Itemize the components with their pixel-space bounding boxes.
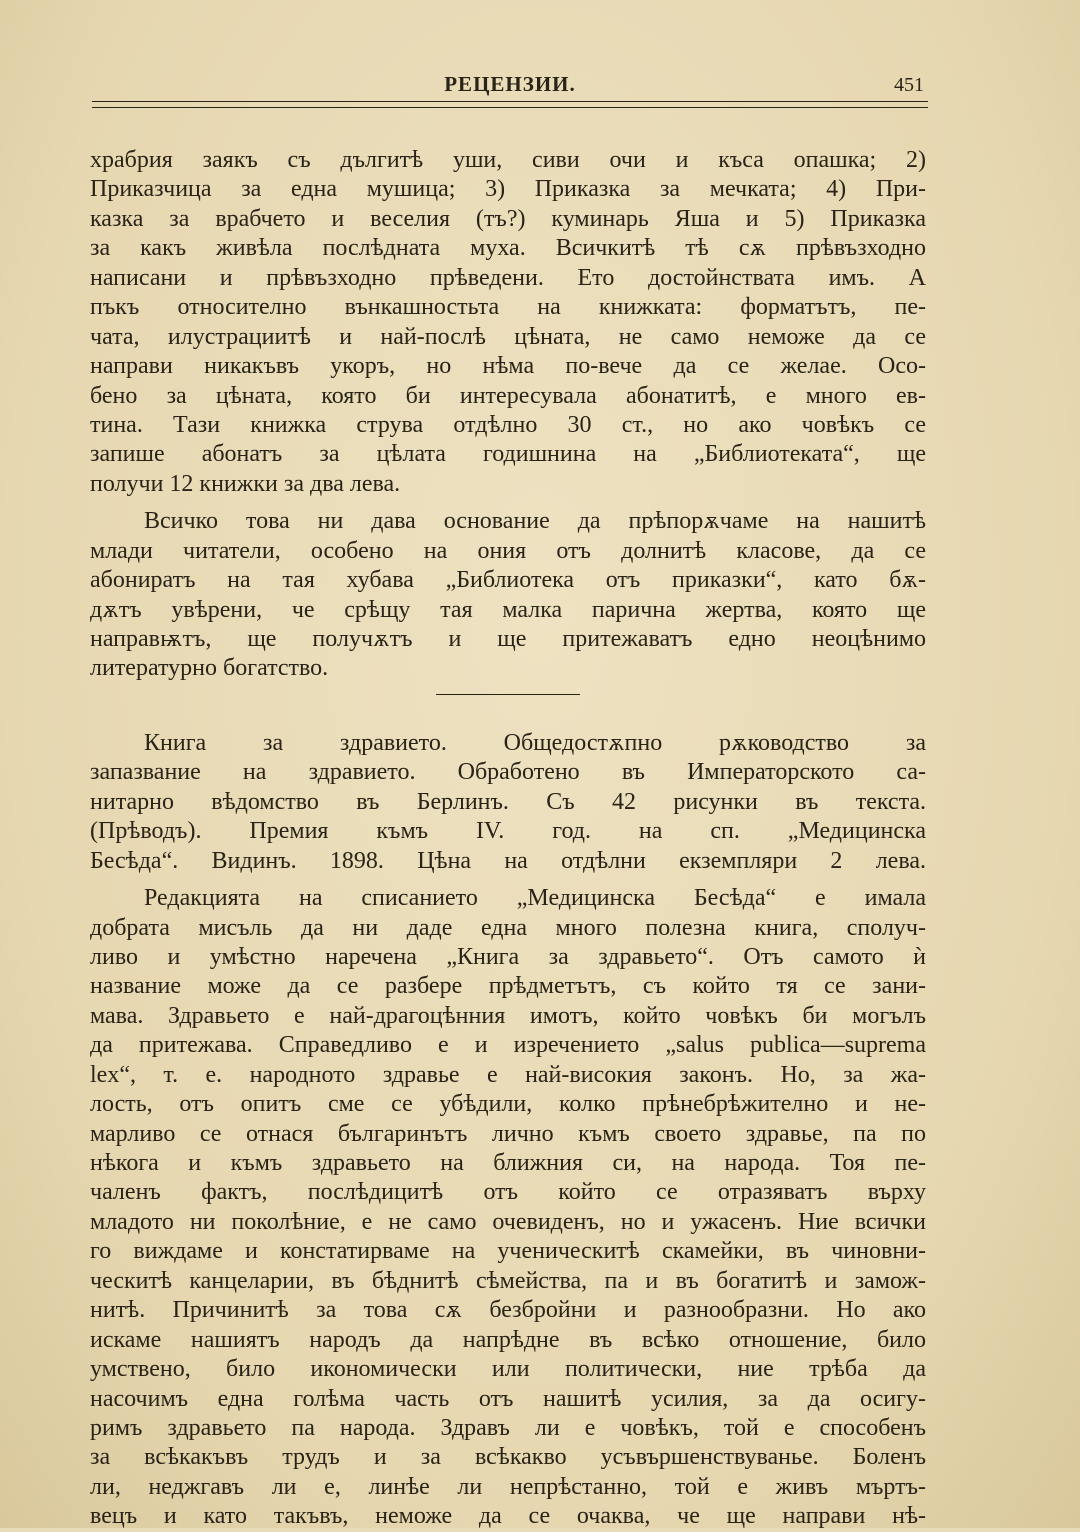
text-line: ливо и умѣстно наречена „Книга за здравьето“. Отъ самото ѝ xyxy=(90,943,926,970)
running-title: РЕЦЕНЗИИ. xyxy=(444,72,576,96)
text-line: тина. Тази книжка струва отдѣлно 30 ст., но ако човѣкъ се xyxy=(90,411,926,438)
text-line: го виждаме и констатирваме на ученическитѣ скамейки, въ чиновни- xyxy=(90,1238,926,1265)
text-line: направѭтъ, ще получѫтъ и ще притежаватъ едно неоцѣнимо xyxy=(90,626,926,652)
text-line: за какъ живѣла послѣдната муха. Всичкитѣ тѣ сѫ прѣвъзходно xyxy=(90,235,926,262)
review-2-heading xyxy=(90,729,926,876)
text-line: получи 12 книжки за два лева. xyxy=(90,470,401,497)
text-line: искаме нашиятъ народъ да напрѣдне въ всѣко отношение, било xyxy=(90,1326,926,1353)
text-line: lex“, т. е. народното здравье е най-високия законъ. Но, за жа- xyxy=(90,1061,926,1088)
text-line: вецъ и като такъвъ, неможе да се очаква, че ще направи нѣ- xyxy=(90,1503,926,1530)
page-number: 451 xyxy=(894,74,924,96)
text-line: Бесѣда“. Видинъ. 1898. Цѣна на отдѣлни екземпляри 2 лева. xyxy=(90,847,926,874)
text-line: римъ здравьето па народа. Здравъ ли е човѣкъ, той е способенъ xyxy=(90,1414,926,1441)
text-line: название може да се разбере прѣдметътъ, съ който тя се зани- xyxy=(90,973,926,1000)
text-line: нитѣ. Причинитѣ за това сѫ безбройни и разнообразни. Но ако xyxy=(90,1297,926,1324)
text-line: абониратъ на тая хубава „Библиотека отъ приказки“, като бѫ- xyxy=(90,567,926,594)
text-line: за всѣкакъвъ трудъ и за всѣкакво усъвършенствуванье. Боленъ xyxy=(90,1444,926,1471)
text-line: да притежава. Справедливо е и изречението „salus publica—suprema xyxy=(90,1032,926,1059)
text-line: запише абонатъ за цѣлата годишнина на „Библиотеката“, ще xyxy=(90,441,926,468)
text-line: Редакцията на списанието „Медицинска Бесѣда“ е имала xyxy=(144,885,926,912)
text-line: (Прѣводъ). Премия къмъ IV. год. на сп. „Медицинска xyxy=(90,818,926,845)
text-line: нѣкога и къмъ здравьето на ближния си, на народа. Тоя пе- xyxy=(90,1150,926,1176)
text-line: казка за врабчето и веселия (тъ?) куминарь Яша и 5) Приказка xyxy=(90,205,926,232)
text-line: Всичко това ни дава основание да прѣпорѫчаме на нашитѣ xyxy=(144,508,926,535)
review-2-body xyxy=(90,884,926,1532)
text-line: пъкъ относително вънкашностьта на книжката: форматътъ, пе- xyxy=(90,294,926,321)
text-line: дѫтъ увѣрени, че срѣщу тая малка парична жертва, която ще xyxy=(90,596,926,623)
text-line: лость, отъ опитъ сме се убѣдили, колко прѣнебрѣжително и не- xyxy=(90,1091,926,1118)
text-line: написани и прѣвъзходно прѣведени. Ето достойнствата имъ. А xyxy=(90,264,926,291)
text-line: добрата мисъль да ни даде една много полезна книга, сполуч- xyxy=(90,914,926,941)
header-double-rule xyxy=(92,101,928,108)
text-line: храбрия заякъ съ дългитѣ уши, сиви очи и къса опашка; 2) xyxy=(90,147,926,173)
text-line: бено за цѣната, която би интересувала абонатитѣ, е много ев- xyxy=(90,382,926,409)
review-1-paragraph-1 xyxy=(90,146,926,499)
page-header xyxy=(92,72,928,100)
text-line: литературно богатство. xyxy=(90,655,329,682)
text-line: младото ни поколѣние, е не само очевиденъ, но и ужасенъ. Ние всички xyxy=(90,1208,926,1235)
page-content xyxy=(90,146,926,1532)
section-gap xyxy=(90,695,926,729)
paragraph-gap xyxy=(90,499,926,507)
text-line: мава. Здравьето е най-драгоцѣнния имотъ, който човѣкъ би могълъ xyxy=(90,1002,926,1029)
text-line: Приказчица за една мушица; 3) Приказка за мечката; 4) При- xyxy=(90,176,926,203)
text-line: направи никакъвъ укоръ, но нѣма по-вече да се желае. Осо- xyxy=(90,353,926,380)
text-line: чата, илустрациитѣ и най-послѣ цѣната, не само неможе да се xyxy=(90,323,926,350)
text-line: чаленъ фактъ, послѣдицитѣ отъ който се отразяватъ върху xyxy=(90,1179,926,1206)
paragraph-gap xyxy=(90,876,926,884)
text-line: ческитѣ канцеларии, въ бѣднитѣ сѣмейства, па и въ богатитѣ и замож- xyxy=(90,1267,926,1294)
text-line: умствено, било икономически или политически, ние трѣба да xyxy=(90,1356,926,1383)
text-line: млади читатели, особено на ония отъ долнитѣ класове, да се xyxy=(90,537,926,564)
text-line: Книга за здравието. Общедостѫпно рѫководство за xyxy=(144,729,926,756)
review-1-paragraph-2 xyxy=(90,507,926,684)
text-line: марливо се отнася българинътъ лично къмъ своето здравье, па по xyxy=(90,1120,926,1147)
text-line: ли, неджгавъ ли е, линѣе ли непрѣстанно, той е живъ мъртъ- xyxy=(90,1473,926,1500)
text-line: запазвание на здравието. Обработено въ Императорското са- xyxy=(90,759,926,786)
text-line: нитарно вѣдомство въ Берлинъ. Съ 42 рисунки въ текста. xyxy=(90,788,926,815)
text-line: насочимъ една голѣма часть отъ нашитѣ усилия, за да осигу- xyxy=(90,1385,926,1412)
